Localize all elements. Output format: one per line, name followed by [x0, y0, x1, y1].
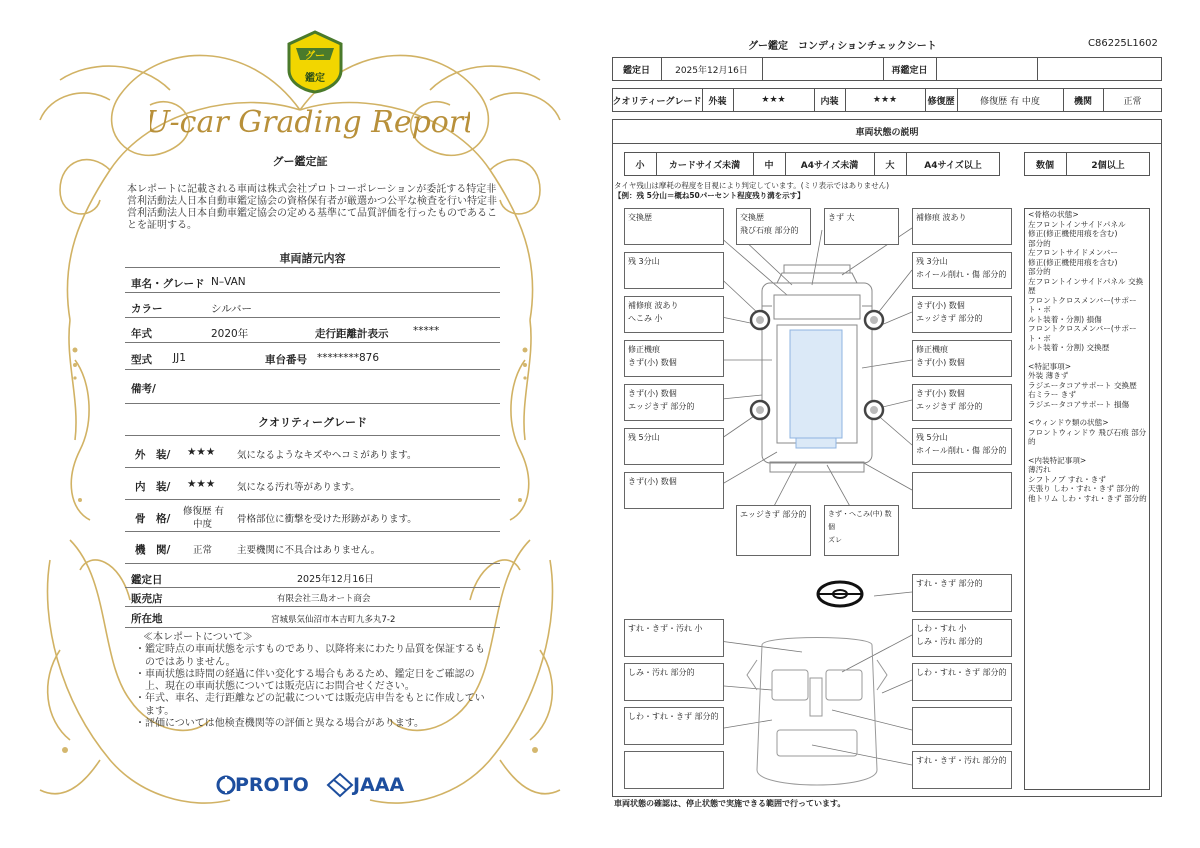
certificate-subtitle: グー鑑定証	[272, 155, 328, 168]
int-stars: ★★★	[872, 95, 898, 105]
quality-grade-label: クオリティーグレード	[612, 96, 702, 107]
address-label: 所在地	[131, 613, 163, 625]
name-label: 車名・グレード	[131, 278, 205, 290]
engine-desc: 主要機関に不具合はありません。	[237, 545, 381, 556]
address-row	[125, 608, 500, 628]
dealer-label: 販売店	[131, 593, 163, 605]
proto-logo: PROTO	[235, 774, 309, 796]
condition-box-24: しわ・すれ・きず 部分的	[624, 707, 724, 745]
quality-header: クオリティーグレード	[258, 416, 367, 429]
report-title	[150, 98, 470, 146]
spec-row-color	[125, 294, 500, 318]
section-divider	[612, 143, 1162, 144]
engine-check-label: 機関	[1073, 96, 1092, 107]
repair-label: 修復歴	[927, 96, 955, 107]
color-value: シルバー	[211, 303, 253, 315]
appraisal-date-value: 2025年12月16日	[297, 574, 374, 585]
size-small-desc: カードサイズ未満	[668, 160, 741, 171]
tire-note-2: 【例：残 5分山＝概ね50パーセント程度残り溝を示す】	[614, 191, 805, 200]
remarks-label: 備考/	[131, 383, 156, 395]
condition-box-21: しわ・すれ 小 しみ・汚れ 部分的	[912, 619, 1012, 657]
spec-row-model	[125, 344, 500, 370]
spec-row-year	[125, 319, 500, 343]
size-mid-desc: A4サイズ未満	[800, 160, 859, 171]
condition-box-19: すれ・きず 部分的	[912, 574, 1012, 612]
special-note-line: 他トリム しわ・すれ・きず 部分的	[1028, 493, 1147, 503]
grade-row-interior	[125, 469, 500, 500]
spec-header: 車両諸元内容	[279, 252, 346, 265]
certificate-intro: 本レポートに記載される車両は株式会社プロトコーポレーションが委託する特定非営利活動法人日本自動車鑑定協会の資格保有者が厳選かつ公平な検査を行い特定非営利活動法人日本自動車鑑定協会の定める基準にて品質評価を行ったものであることを証明する。	[127, 184, 497, 231]
special-notes	[1028, 210, 1148, 503]
special-note-line: フロントウィンドウ 飛び石痕 部分的	[1028, 427, 1147, 446]
section-title: 車両状態の説明	[855, 127, 919, 138]
size-large: 大	[885, 160, 895, 171]
tire-note-1: タイヤ残山は摩耗の程度を目視により判定しています。(ミリ表示ではありません)	[614, 181, 890, 190]
engine-check-value: 正常	[1123, 96, 1142, 107]
special-note-line: 左フロントインサイドパネル 交換歴	[1028, 276, 1144, 295]
special-note-line: フロントクロスメンバー(サポート・ボ	[1028, 324, 1137, 343]
condition-box-2: 交換歴 飛び石痕 部分的	[736, 208, 811, 245]
special-note-line	[1028, 409, 1148, 418]
condition-box-27: すれ・きず・汚れ 部分的	[912, 751, 1012, 789]
mileage-value: *****	[413, 325, 440, 337]
special-note-line: 修正(修正機使用痕を含む)	[1028, 229, 1118, 238]
frame-desc: 骨格部位に衝撃を受けた形跡があります。	[237, 514, 417, 525]
note-item: ・年式、車名、走行距離などの記載については販売店申告をもとに作成しています。	[135, 693, 485, 717]
condition-box-15: きず(小) 数個	[624, 472, 724, 509]
condition-box-20: すれ・きず・汚れ 小	[624, 619, 724, 657]
grade-row-engine	[125, 533, 500, 564]
special-note-line	[1028, 447, 1148, 456]
condition-box-4: 補修痕 波あり	[912, 208, 1012, 245]
svg-text:グー: グー	[305, 51, 325, 62]
notes-title: ≪本レポートについて≫	[143, 632, 253, 643]
size-small: 小	[635, 160, 645, 171]
special-note-line: ルト装着・分割) 損傷	[1028, 314, 1102, 324]
condition-box-11: きず(小) 数個 エッジきず 部分的	[624, 384, 724, 421]
special-note-line: <ウィンドウ類の状態>	[1028, 418, 1109, 427]
engine-value: 正常	[193, 545, 213, 556]
special-note-line: 右ミラー きず	[1028, 390, 1076, 399]
special-note-line: 部分的	[1028, 238, 1051, 248]
interior-label: 内 装/	[135, 481, 171, 493]
chassis-value: ********876	[317, 352, 380, 364]
mileage-label: 走行距離計表示	[315, 328, 389, 340]
condition-box-6: 残 3分山 ホイール削れ・傷 部分的	[912, 252, 1012, 289]
special-note-line: ラジエータコアサポート 損傷	[1028, 399, 1130, 409]
special-note-line: フロントクロスメンバー(サポート・ボ	[1028, 295, 1137, 314]
interior-desc: 気になる汚れ等があります。	[237, 482, 360, 493]
count-label: 数個	[1035, 160, 1054, 171]
spec-row-remarks	[125, 371, 500, 404]
sheet-code: C86225L1602	[1088, 38, 1158, 49]
note-item: ・鑑定時点の車両状態を示すものであり、以降将来にわたり品質を保証するものではありません。	[135, 644, 485, 668]
name-value: N–VAN	[211, 276, 246, 288]
logo-area	[215, 770, 415, 800]
int-label: 内装	[820, 96, 839, 107]
frame-value-1: 修復歴 有	[183, 506, 225, 517]
special-note-line: 部分的	[1028, 267, 1051, 276]
special-note-line	[1028, 353, 1148, 362]
condition-box-12: きず(小) 数個 エッジきず 部分的	[912, 384, 1012, 421]
special-note-line: シフトノブ すれ・きず	[1028, 474, 1106, 484]
grade-row-exterior	[125, 436, 500, 468]
sheet-footer: 車両状態の確認は、停止状態で実施できる範囲で行っています。	[614, 799, 846, 808]
color-label: カラー	[131, 303, 163, 315]
report-title-text: U-car Grading Report	[150, 105, 470, 140]
note-item: ・評価については他検査機関等の評価と異なる場合があります。	[135, 718, 424, 730]
special-note-line: 左フロントサイドメンバー	[1028, 248, 1118, 257]
special-note-line: ラジエータコアサポート 交換歴	[1028, 380, 1137, 390]
condition-box-7: 補修痕 波あり へこみ 小	[624, 296, 724, 333]
year-value: 2020年	[211, 328, 249, 340]
address-value: 宮城県気仙沼市本吉町九多丸7-2	[271, 615, 396, 625]
special-note-line: 天張り しわ・すれ・きず 部分的	[1028, 484, 1140, 493]
condition-box-26	[624, 751, 724, 789]
condition-box-5: 残 3分山	[624, 252, 724, 289]
size-mid: 中	[764, 160, 774, 171]
goo-appraisal-badge	[286, 30, 344, 94]
size-large-desc: A4サイズ以上	[924, 160, 982, 171]
condition-check-sheet	[600, 0, 1200, 848]
special-note-line: 薄汚れ	[1028, 465, 1051, 474]
interior-stars: ★★★	[187, 478, 216, 490]
spec-row-name	[125, 268, 500, 293]
model-label: 型式	[131, 354, 152, 366]
exterior-desc: 気になるようなキズやヘコミがあります。	[237, 450, 417, 461]
condition-box-16	[912, 472, 1012, 509]
condition-box-1: 交換歴	[624, 208, 724, 245]
special-note-line: <内装特記事項>	[1028, 455, 1087, 465]
condition-box-17: エッジきず 部分的	[736, 505, 811, 556]
check-date-value: 2025年12月16日	[675, 65, 748, 76]
engine-label: 機 関/	[135, 544, 171, 556]
count-desc: 2個以上	[1091, 160, 1125, 171]
dealer-row	[125, 589, 500, 607]
frame-value-2: 中度	[193, 519, 213, 530]
condition-box-8: きず(小) 数個 エッジきず 部分的	[912, 296, 1012, 333]
condition-box-9: 修正機痕 きず(小) 数個	[624, 340, 724, 377]
ext-stars: ★★★	[761, 95, 786, 105]
badge-text: 鑑定	[305, 73, 325, 84]
condition-box-10: 修正機痕 きず(小) 数個	[912, 340, 1012, 377]
condition-box-22: しみ・汚れ 部分的	[624, 663, 724, 701]
model-value: JJ1	[173, 352, 186, 364]
year-label: 年式	[131, 328, 152, 340]
repair-value: 修復歴 有 中度	[980, 96, 1040, 107]
report-notes	[133, 632, 493, 730]
note-item: ・車両状態は時間の経過に伴い変化する場合もあるため、鑑定日をご確認の上、現在の車両状態については販売店にお問合せください。	[135, 668, 475, 693]
special-note-line: ルト装着・分割) 交換歴	[1028, 343, 1110, 352]
exterior-stars: ★★★	[187, 446, 216, 458]
appraisal-date-label: 鑑定日	[131, 574, 163, 586]
check-date-label: 鑑定日	[622, 65, 650, 76]
condition-box-25	[912, 707, 1012, 745]
condition-box-13: 残 5分山	[624, 428, 724, 465]
appraisal-date-row	[125, 566, 500, 588]
exterior-label: 外 装/	[135, 449, 171, 461]
condition-box-18: きず・へこみ(中) 数個 ズレ	[824, 505, 899, 556]
condition-box-23: しわ・すれ・きず 部分的	[912, 663, 1012, 701]
grade-row-frame	[125, 501, 500, 532]
recheck-date-label: 再鑑定日	[891, 65, 928, 76]
special-note-line: <骨格の状態>	[1028, 210, 1079, 219]
dealer-value: 有限会社三島オート商会	[277, 594, 371, 604]
special-note-line: <特記事項>	[1028, 361, 1072, 371]
special-note-line: 修正(修正機使用痕を含む)	[1028, 257, 1118, 267]
ext-label: 外装	[708, 96, 727, 107]
special-note-line: 左フロントインサイドパネル	[1028, 219, 1126, 229]
jaaa-logo: JAAA	[353, 774, 405, 796]
special-note-line: 外装 薄きず	[1028, 371, 1069, 380]
condition-box-14: 残 5分山 ホイール削れ・傷 部分的	[912, 428, 1012, 465]
sheet-title: グー鑑定 コンディションチェックシート	[748, 41, 937, 52]
chassis-label: 車台番号	[265, 354, 307, 366]
frame-label: 骨 格/	[135, 513, 171, 525]
condition-box-3: きず 大	[824, 208, 899, 245]
